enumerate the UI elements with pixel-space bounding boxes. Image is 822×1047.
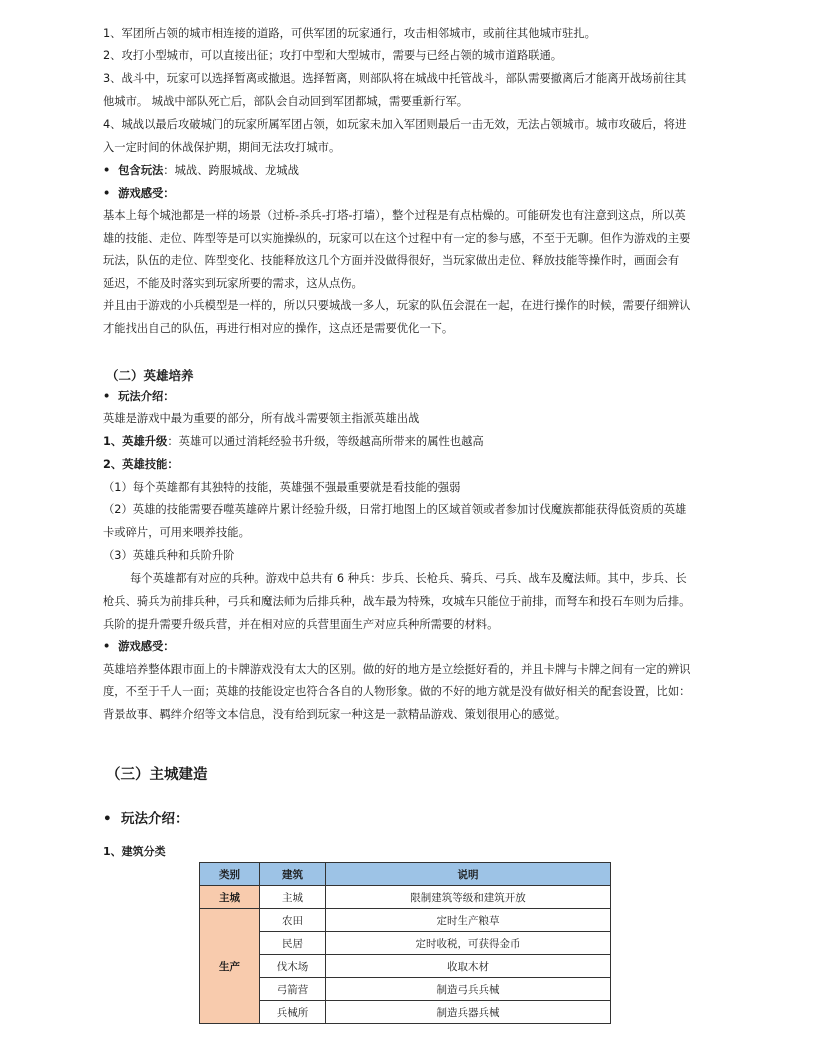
feeling-heading: • 游戏感受： bbox=[103, 187, 175, 200]
includes-row bbox=[103, 163, 299, 179]
building-cell: 伐木场 bbox=[260, 955, 326, 978]
intro-heading: • 玩法介绍： bbox=[103, 811, 189, 827]
table-row bbox=[200, 1001, 611, 1024]
skill-line: （1）每个英雄都有其独特的技能，英雄强不强最重要就是看技能的强弱 bbox=[103, 481, 461, 494]
bullet-dot: • bbox=[103, 164, 119, 177]
desc-cell: 收取木材 bbox=[326, 955, 611, 978]
paragraph-line: 度，不至于千人一面；英雄的技能设定也符合各自的人物形象。做的不好的地方就是没有做好相关的配套设置，比如： bbox=[103, 685, 691, 698]
rule-line: 3、战斗中，玩家可以选择暂离或撤退。选择暂离，则部队将在城战中托管战斗，部队需要撤离后才能离开战场前往其 bbox=[103, 72, 687, 85]
skill-line: 每个英雄都有对应的兵种。游戏中总共有 6 种兵：步兵、长枪兵、骑兵、弓兵、战车及魔法师。其中，步兵、长 bbox=[130, 572, 687, 585]
desc-cell: 制造弓兵兵械 bbox=[326, 978, 611, 1001]
building-cell: 弓箭营 bbox=[260, 978, 326, 1001]
item-text: ：英雄可以通过消耗经验书升级，等级越高所带来的属性也越高 bbox=[167, 435, 484, 448]
paragraph-line: 延迟，不能及时落实到玩家所要的需求，这从点伤。 bbox=[103, 277, 363, 290]
table-row bbox=[200, 932, 611, 955]
feeling-label: 游戏感受 bbox=[118, 187, 164, 200]
header-cell: 说明 bbox=[326, 863, 611, 886]
building-table bbox=[199, 862, 611, 1024]
desc-cell: 制造兵器兵械 bbox=[326, 1001, 611, 1024]
intro-label: 玩法介绍 bbox=[118, 390, 164, 403]
table-row bbox=[200, 955, 611, 978]
includes-label: 包含玩法 bbox=[118, 164, 164, 177]
building-cell: 兵械所 bbox=[260, 1001, 326, 1024]
paragraph-line: 英雄培养整体跟市面上的卡牌游戏没有太大的区别。做的好的地方是立绘挺好看的，并且卡牌与卡牌之间有一定的辨识 bbox=[103, 663, 691, 676]
paragraph-line: 雄的技能、走位、阵型等是可以实施操纵的，玩家可以在这个过程中有一定的参与感，不至于无聊。但作为游戏的主要 bbox=[103, 232, 691, 245]
table-row bbox=[200, 909, 611, 932]
sub-title: 1、建筑分类 bbox=[103, 845, 166, 858]
hero-upgrade-row bbox=[103, 434, 484, 450]
skill-line: 兵阶的提升需要升级兵营，并在相对应的兵营里面生产对应兵种所需要的材料。 bbox=[103, 618, 499, 631]
rule-line: 4、城战以最后攻破城门的玩家所属军团占领，如玩家未加入军团则最后一击无效，无法占领城市。城市攻破后，将进 bbox=[103, 118, 687, 131]
table-row bbox=[200, 978, 611, 1001]
skill-line: （3）英雄兵种和兵阶升阶 bbox=[103, 549, 235, 562]
paragraph-line: 背景故事、羁绊介绍等文本信息，没有给到玩家一种这是一款精品游戏、策划很用心的感觉。 bbox=[103, 708, 567, 721]
hero-skill-row: 2、英雄技能： bbox=[103, 458, 179, 471]
feeling-label: 游戏感受 bbox=[118, 640, 164, 653]
rule-line: 2、攻打小型城市，可以直接出征；攻打中型和大型城市，需要与已经占领的城市道路联通。 bbox=[103, 49, 563, 62]
rule-line: 入一定时间的休战保护期，期间无法攻打城市。 bbox=[103, 141, 341, 154]
intro-text: 英雄是游戏中最为重要的部分，所有战斗需要领主指派英雄出战 bbox=[103, 412, 420, 425]
header-cell: 类别 bbox=[200, 863, 260, 886]
feeling-heading: • 游戏感受： bbox=[103, 640, 175, 653]
table-row bbox=[200, 886, 611, 909]
building-cell: 民居 bbox=[260, 932, 326, 955]
header-cell: 建筑 bbox=[260, 863, 326, 886]
item-label: 2、英雄技能 bbox=[103, 458, 168, 471]
rule-line: 他城市。 城战中部队死亡后，部队会自动回到军团都城，需要重新行军。 bbox=[103, 95, 469, 108]
item-label: 1、英雄升级 bbox=[103, 435, 168, 448]
category-cell: 生产 bbox=[200, 909, 260, 1024]
skill-line: 卡或碎片，可用来喂养技能。 bbox=[103, 526, 250, 539]
includes-value: ：城战、跨服城战、龙城战 bbox=[163, 164, 299, 177]
building-cell: 农田 bbox=[260, 909, 326, 932]
intro-heading: • 玩法介绍： bbox=[103, 390, 175, 403]
desc-cell: 限制建筑等级和建筑开放 bbox=[326, 886, 611, 909]
paragraph-line: 并且由于游戏的小兵模型是一样的，所以只要城战一多人，玩家的队伍会混在一起，在进行操作的时候，需要仔细辨认 bbox=[103, 299, 691, 312]
rule-line: 1、军团所占领的城市相连接的道路，可供军团的玩家通行，攻击相邻城市，或前往其他城市驻扎。 bbox=[103, 27, 596, 40]
desc-cell: 定时收税，可获得金币 bbox=[326, 932, 611, 955]
section-title: （三）主城建造 bbox=[106, 767, 208, 783]
section-title: （二）英雄培养 bbox=[106, 368, 194, 383]
category-cell: 主城 bbox=[200, 886, 260, 909]
building-cell: 主城 bbox=[260, 886, 326, 909]
desc-cell: 定时生产粮草 bbox=[326, 909, 611, 932]
paragraph-line: 基本上每个城池都是一样的场景（过桥-杀兵-打塔-打墙），整个过程是有点枯燥的。可能研发也有注意到这点，所以英 bbox=[103, 209, 686, 222]
intro-label: 玩法介绍 bbox=[121, 811, 176, 827]
skill-line: （2）英雄的技能需要吞噬英雄碎片累计经验升级，日常打地图上的区域首领或者参加讨伐魔族都能获得低资质的英雄 bbox=[103, 503, 687, 516]
paragraph-line: 玩法，队伍的走位、阵型变化、技能释放这几个方面并没做得很好，当玩家做出走位、释放技能等操作时，画面会有 bbox=[103, 254, 680, 267]
paragraph-line: 才能找出自己的队伍，再进行相对应的操作，这点还是需要优化一下。 bbox=[103, 322, 454, 335]
skill-line: 枪兵、骑兵为前排兵种，弓兵和魔法师为后排兵种，战车最为特殊，攻城车只能位于前排，而弩车和投石车则为后排。 bbox=[103, 595, 691, 608]
table-header-row bbox=[200, 863, 611, 886]
